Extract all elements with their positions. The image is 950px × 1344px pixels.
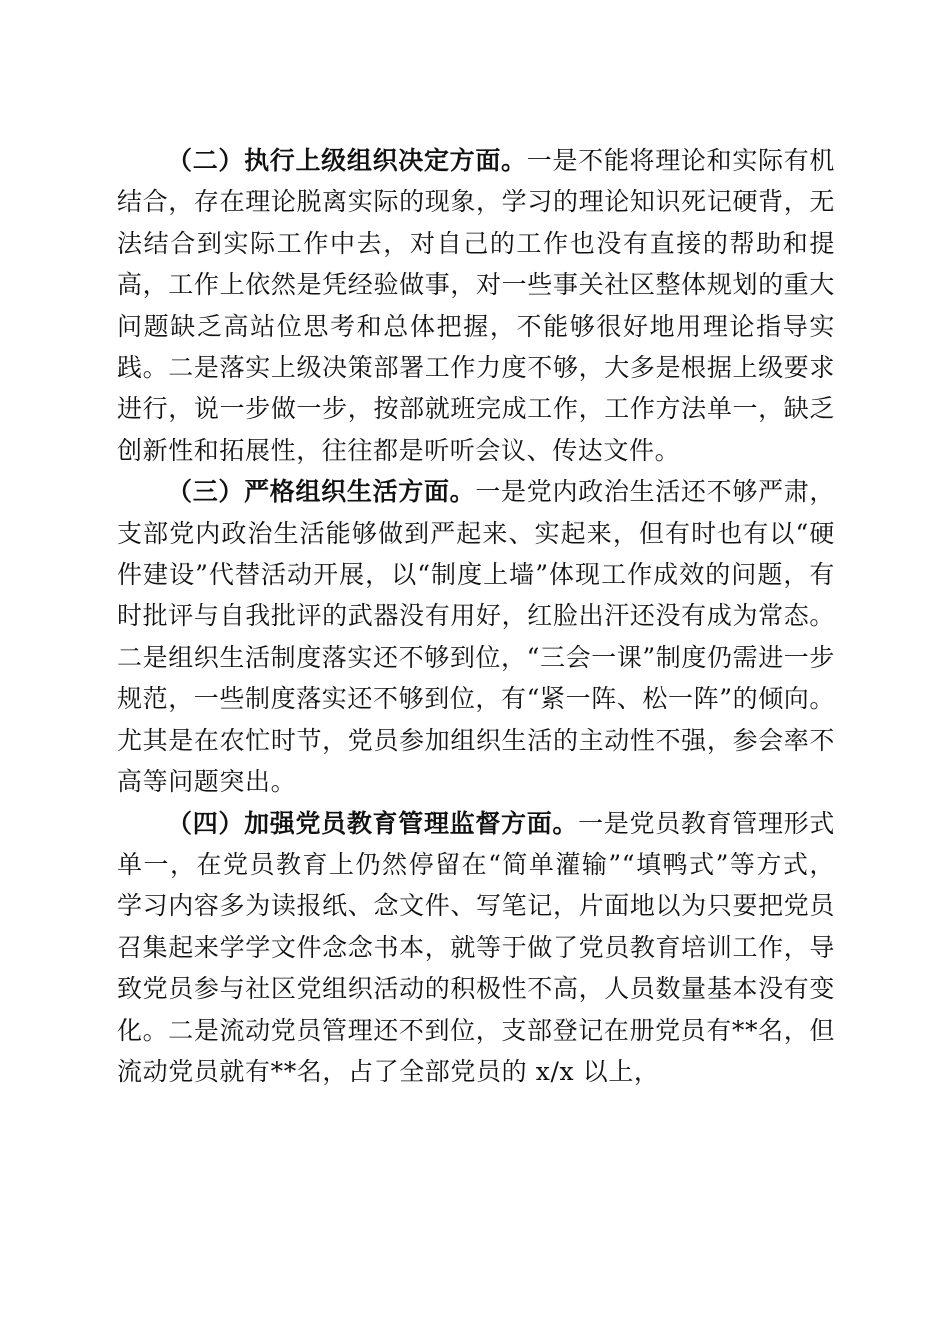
- section-heading-4: （四）加强党员教育管理监督方面。: [167, 808, 579, 838]
- paragraph-text-3: 一是党内政治生活还不够严肃，支部党内政治生活能够做到严起来、实起来，但有时也有以“硬件建设”代替活动开展，以“制度上墙”体现工作成效的问题，有时批评与自我批评的武器没有用好，红脸出汗还没有成为常态。二是组织生活制度落实还不够到位，“三会一课”制度仍需进一步规范，一些制度落实还不够到位，有“紧一阵、松一阵”的倾向。尤其是在农忙时节，党员参加组织生活的主动性不强，参会率不高等问题突出。: [117, 477, 836, 797]
- document-body: [117, 140, 835, 1092]
- paragraph-organization-life: [117, 471, 835, 802]
- paragraph-text-4: 一是党员教育管理形式单一，在党员教育上仍然停留在“简单灌输”“填鸭式”等方式，学习内容多为读报纸、念文件、写笔记，片面地以为只要把党员召集起来学学文件念念书本，就等于做了党员教育培训工作，导致党员参与社区党组织活动的积极性不高，人员数量基本没有变化。二是流动党员管理还不到位，支部登记在册党员有**名，但流动党员就有**名，占了全部党员的 x/x 以上，: [117, 808, 835, 1086]
- section-heading-3: （三）严格组织生活方面。: [167, 477, 476, 507]
- paragraph-member-education: [117, 803, 835, 1093]
- paragraph-execute-decisions: [117, 140, 835, 471]
- paragraph-text-2: 一是不能将理论和实际有机结合，存在理论脱离实际的现象，学习的理论知识死记硬背，无法结合到实际工作中去，对自己的工作也没有直接的帮助和提高，工作上依然是凭经验做事，对一些事关社区整体规划的重大问题缺乏高站位思考和总体把握，不能够很好地用理论指导实践。二是落实上级决策部署工作力度不够，大多是根据上级要求进行，说一步做一步，按部就班完成工作，工作方法单一，缺乏创新性和拓展性，往往都是听听会议、传达文件。: [117, 146, 836, 465]
- section-heading-2: （二）执行上级组织决定方面。: [167, 146, 527, 175]
